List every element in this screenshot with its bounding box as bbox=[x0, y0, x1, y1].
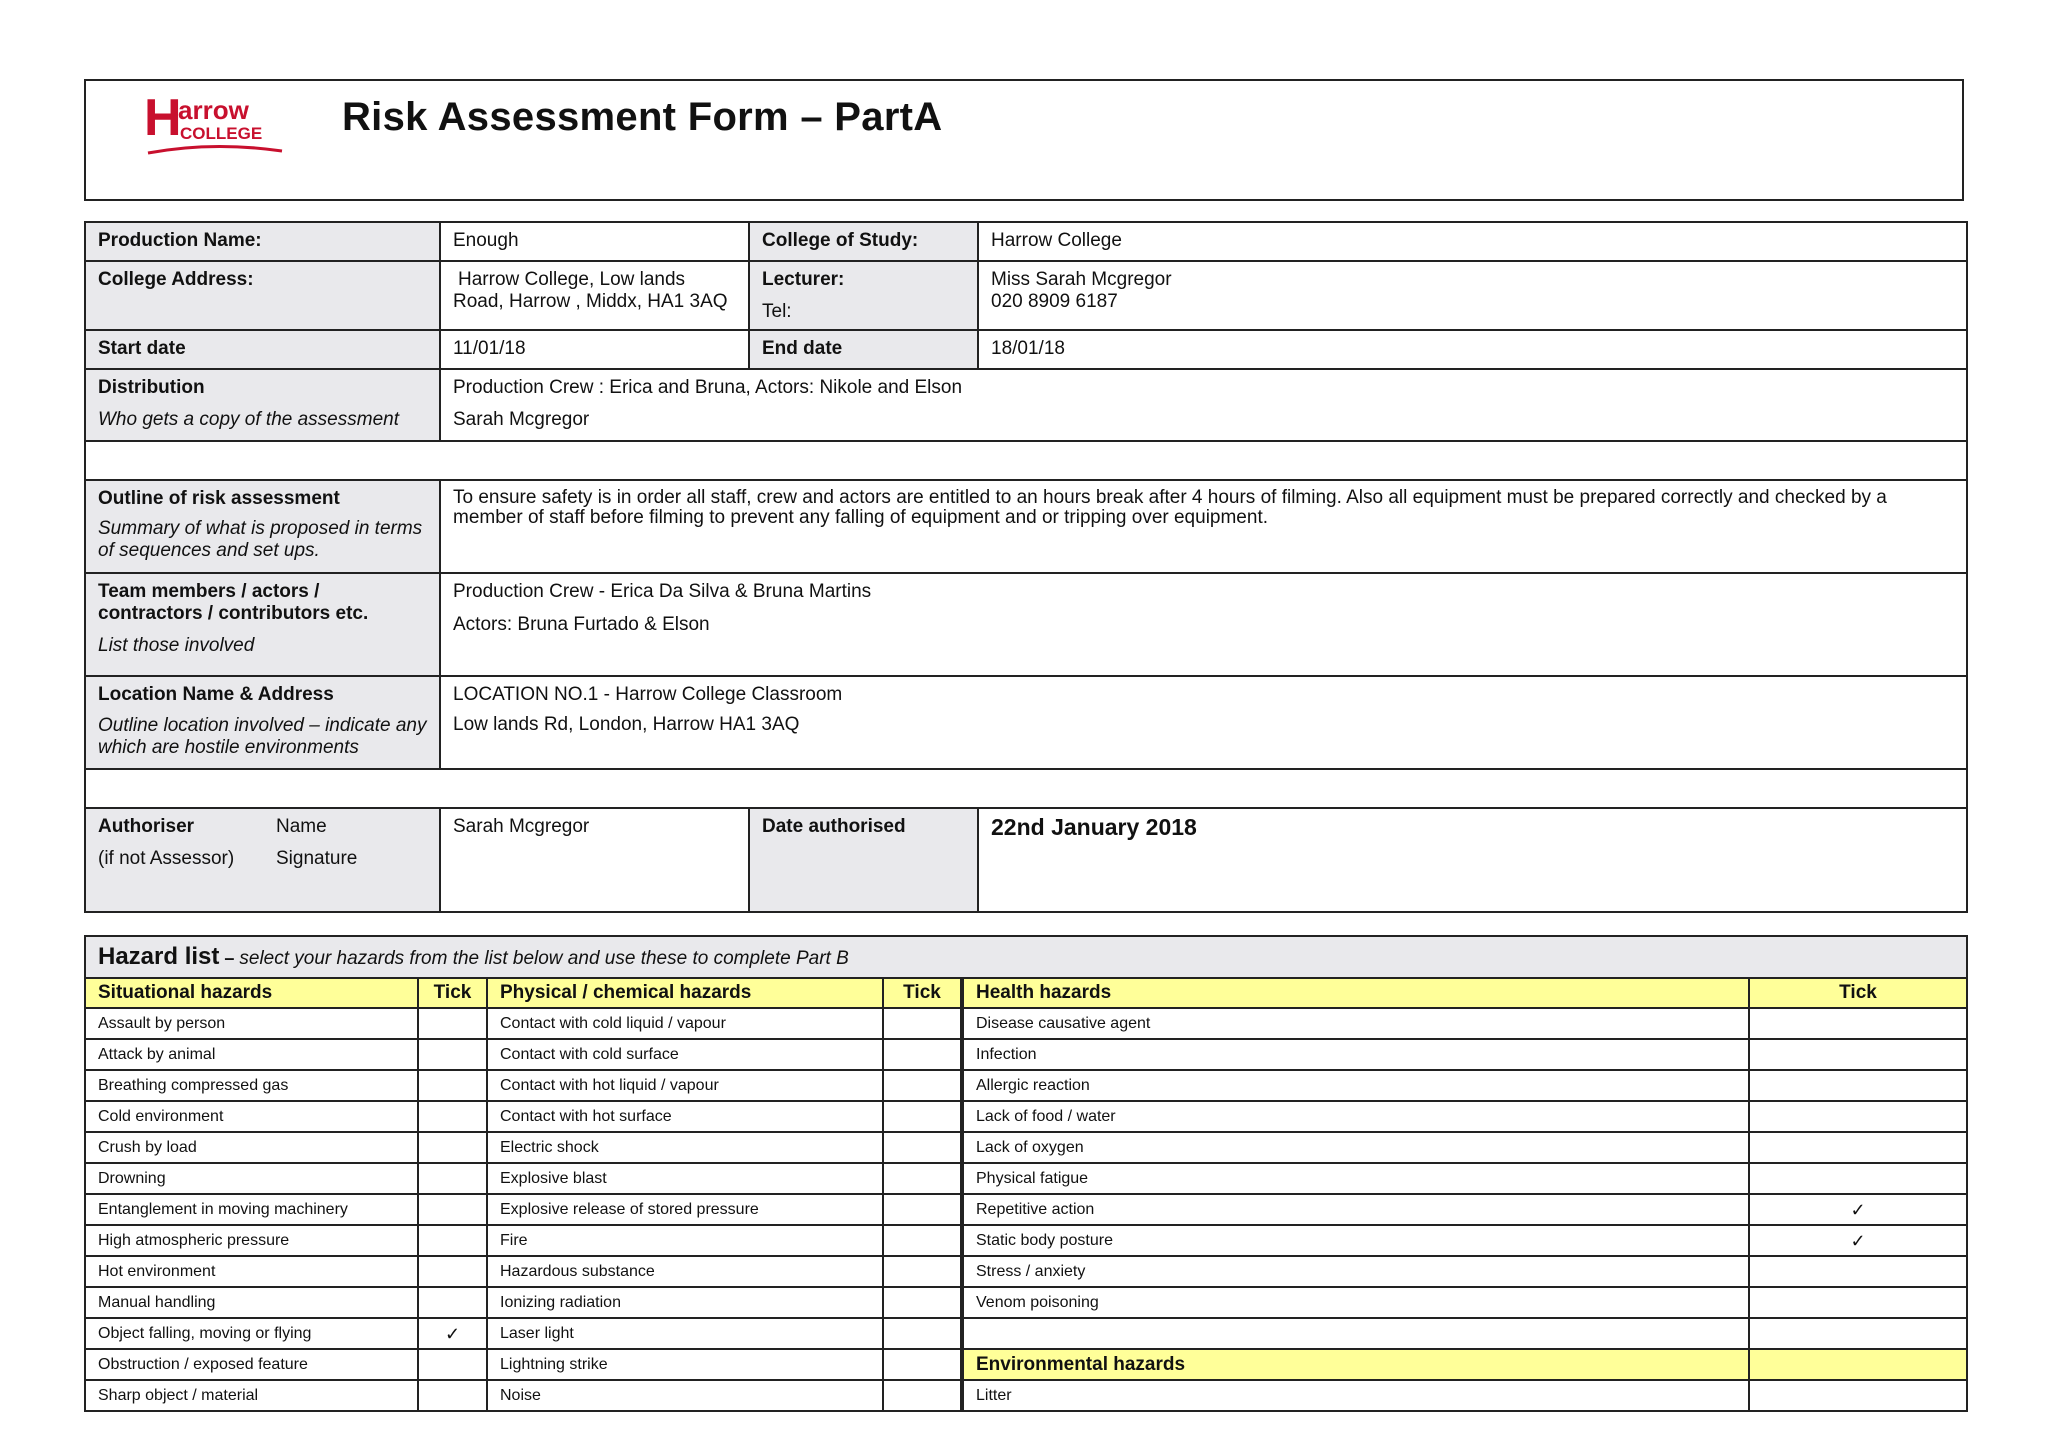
health-tick-cell[interactable] bbox=[1749, 1287, 1967, 1318]
authoriser-sub: (if not Assessor) bbox=[98, 848, 235, 869]
health-tick-cell[interactable] bbox=[1749, 1101, 1967, 1132]
hazard-table bbox=[84, 935, 1968, 1412]
date-authorised-label: Date authorised bbox=[749, 808, 978, 912]
situational-tick-cell[interactable] bbox=[418, 1287, 487, 1318]
health-tick-cell[interactable]: ✓ bbox=[1749, 1225, 1967, 1256]
page-title: Risk Assessment Form – PartA bbox=[342, 95, 943, 139]
physical-tick-cell[interactable] bbox=[883, 1225, 962, 1256]
signature-label: Signature bbox=[276, 848, 358, 869]
situational-tick-cell[interactable] bbox=[418, 1380, 487, 1411]
health-hazard: Stress / anxiety bbox=[962, 1256, 1749, 1287]
situational-tick-cell[interactable] bbox=[418, 1070, 487, 1101]
health-hazard: Repetitive action bbox=[962, 1194, 1749, 1225]
team-value bbox=[440, 573, 1967, 676]
distribution-sub: Who gets a copy of the assessment bbox=[98, 409, 399, 430]
tel-label: Tel: bbox=[762, 301, 792, 322]
hazard-list-title bbox=[85, 936, 1967, 978]
physical-tick-cell[interactable] bbox=[883, 1132, 962, 1163]
college-of-study-value: Harrow College bbox=[978, 222, 1967, 261]
situational-hazard: Manual handling bbox=[85, 1287, 418, 1318]
col-tick-physical: Tick bbox=[883, 978, 962, 1008]
harrow-college-logo bbox=[142, 89, 292, 165]
situational-hazard: Drowning bbox=[85, 1163, 418, 1194]
situational-tick-cell[interactable] bbox=[418, 1101, 487, 1132]
situational-hazard: Hot environment bbox=[85, 1256, 418, 1287]
hazard-row bbox=[85, 1318, 1967, 1349]
lecturer-value bbox=[978, 261, 1967, 330]
situational-tick-cell[interactable] bbox=[418, 1039, 487, 1070]
physical-hazard: Contact with hot liquid / vapour bbox=[487, 1070, 883, 1101]
team-label-cell bbox=[85, 573, 440, 676]
distribution-line2: Sarah Mcgregor bbox=[453, 409, 590, 430]
health-hazard: Infection bbox=[962, 1039, 1749, 1070]
health-tick-cell[interactable] bbox=[1749, 1163, 1967, 1194]
authoriser-label-cell bbox=[85, 808, 440, 912]
health-tick-cell[interactable] bbox=[1749, 1132, 1967, 1163]
situational-hazard: Sharp object / material bbox=[85, 1380, 418, 1411]
col-tick-situational: Tick bbox=[418, 978, 487, 1008]
distribution-label-cell bbox=[85, 369, 440, 441]
location-line2: Low lands Rd, London, Harrow HA1 3AQ bbox=[453, 714, 800, 735]
health-hazard: Lack of oxygen bbox=[962, 1132, 1749, 1163]
health-tick-cell[interactable] bbox=[1749, 1256, 1967, 1287]
hazard-row bbox=[85, 1070, 1967, 1101]
situational-tick-cell[interactable] bbox=[418, 1163, 487, 1194]
situational-hazard: High atmospheric pressure bbox=[85, 1225, 418, 1256]
college-of-study-label: College of Study: bbox=[749, 222, 978, 261]
health-tick-cell[interactable] bbox=[1749, 1070, 1967, 1101]
health-hazard: Venom poisoning bbox=[962, 1287, 1749, 1318]
hazard-row bbox=[85, 1163, 1967, 1194]
team-line2: Actors: Bruna Furtado & Elson bbox=[453, 614, 710, 635]
physical-hazard: Lightning strike bbox=[487, 1349, 883, 1380]
health-tick-cell[interactable] bbox=[1749, 1039, 1967, 1070]
health-tick-cell[interactable] bbox=[1749, 1318, 1967, 1349]
location-value bbox=[440, 676, 1967, 769]
situational-tick-cell[interactable]: ✓ bbox=[418, 1318, 487, 1349]
authoriser-label-group bbox=[98, 816, 276, 870]
physical-hazard: Hazardous substance bbox=[487, 1256, 883, 1287]
end-date-value: 18/01/18 bbox=[978, 330, 1967, 369]
physical-tick-cell[interactable] bbox=[883, 1256, 962, 1287]
physical-hazard: Contact with hot surface bbox=[487, 1101, 883, 1132]
situational-hazard: Crush by load bbox=[85, 1132, 418, 1163]
health-hazard: Allergic reaction bbox=[962, 1070, 1749, 1101]
production-name-label: Production Name: bbox=[85, 222, 440, 261]
physical-tick-cell[interactable] bbox=[883, 1380, 962, 1411]
date-authorised-cell bbox=[978, 808, 1967, 912]
college-address-line2: Road, Harrow , Middx, HA1 3AQ bbox=[453, 291, 728, 312]
hazard-row bbox=[85, 1132, 1967, 1163]
physical-tick-cell[interactable] bbox=[883, 1194, 962, 1225]
health-hazard: Disease causative agent bbox=[962, 1008, 1749, 1039]
hazard-row bbox=[85, 1287, 1967, 1318]
svg-text:H: H bbox=[144, 89, 182, 147]
situational-hazard: Object falling, moving or flying bbox=[85, 1318, 418, 1349]
team-sub: List those involved bbox=[98, 635, 255, 656]
situational-hazard: Assault by person bbox=[85, 1008, 418, 1039]
hazard-row bbox=[85, 1194, 1967, 1225]
outline-label: Outline of risk assessment bbox=[98, 488, 340, 509]
health-tick-cell[interactable]: ✓ bbox=[1749, 1194, 1967, 1225]
environmental-tick-header bbox=[1749, 1349, 1967, 1380]
health-hazard: Static body posture bbox=[962, 1225, 1749, 1256]
hazard-row bbox=[85, 1101, 1967, 1132]
col-health: Health hazards bbox=[962, 978, 1749, 1008]
spacer-row bbox=[85, 441, 1967, 480]
outline-label-cell bbox=[85, 480, 440, 573]
lecturer-tel: 020 8909 6187 bbox=[991, 291, 1118, 312]
physical-tick-cell[interactable] bbox=[883, 1163, 962, 1194]
col-situational: Situational hazards bbox=[85, 978, 418, 1008]
physical-hazard: Electric shock bbox=[487, 1132, 883, 1163]
team-label: Team members / actors / contractors / contributors etc. bbox=[98, 581, 369, 624]
hazard-row bbox=[85, 1008, 1967, 1039]
health-tick-cell[interactable] bbox=[1749, 1008, 1967, 1039]
hazard-row bbox=[85, 1349, 1967, 1380]
physical-hazard: Noise bbox=[487, 1380, 883, 1411]
physical-hazard: Explosive blast bbox=[487, 1163, 883, 1194]
college-address-line1: Harrow College, Low lands bbox=[458, 269, 686, 290]
hazard-row bbox=[85, 1380, 1967, 1411]
situational-tick-cell[interactable] bbox=[418, 1349, 487, 1380]
spacer-row bbox=[85, 769, 1967, 808]
svg-text:arrow: arrow bbox=[178, 95, 249, 125]
production-name-value: Enough bbox=[440, 222, 749, 261]
hazard-row bbox=[85, 1256, 1967, 1287]
physical-tick-cell[interactable] bbox=[883, 1287, 962, 1318]
situational-hazard: Entanglement in moving machinery bbox=[85, 1194, 418, 1225]
environmental-hazards-header: Environmental hazards bbox=[962, 1349, 1749, 1380]
location-label: Location Name & Address bbox=[98, 684, 334, 705]
outline-value: To ensure safety is in order all staff, crew and actors are entitled to an hours break after 4 hours of filming. Also all equipment must be prepared correctly and checked by a member of staff before filming to prevent any falling of equipment and or tripping over equipment. bbox=[440, 480, 1967, 573]
authoriser-label: Authoriser bbox=[98, 816, 195, 837]
college-address-value bbox=[440, 261, 749, 330]
lecturer-name: Miss Sarah Mcgregor bbox=[991, 269, 1172, 290]
physical-hazard: Explosive release of stored pressure bbox=[487, 1194, 883, 1225]
distribution-line1: Production Crew : Erica and Bruna, Actors: Nikole and Elson bbox=[453, 377, 963, 398]
hazard-list-heading: Hazard list bbox=[98, 943, 220, 970]
form-header bbox=[84, 79, 1964, 201]
distribution-value bbox=[440, 369, 1967, 441]
date-authorised-value: 22nd January 2018 bbox=[991, 814, 1197, 840]
health-tick-cell[interactable] bbox=[1749, 1380, 1967, 1411]
name-label: Name bbox=[276, 816, 327, 837]
situational-tick-cell[interactable] bbox=[418, 1225, 487, 1256]
name-signature-group bbox=[276, 816, 357, 870]
physical-tick-cell[interactable] bbox=[883, 1318, 962, 1349]
hazard-list-dash: – bbox=[219, 948, 240, 968]
situational-hazard: Breathing compressed gas bbox=[85, 1070, 418, 1101]
situational-tick-cell[interactable] bbox=[418, 1256, 487, 1287]
college-address-label: College Address: bbox=[85, 261, 440, 330]
location-line1: LOCATION NO.1 - Harrow College Classroom bbox=[453, 684, 843, 705]
physical-tick-cell[interactable] bbox=[883, 1008, 962, 1039]
physical-hazard: Contact with cold surface bbox=[487, 1039, 883, 1070]
svg-text:COLLEGE: COLLEGE bbox=[180, 124, 263, 143]
lecturer-label-cell bbox=[749, 261, 978, 330]
location-label-cell bbox=[85, 676, 440, 769]
team-line1: Production Crew - Erica Da Silva & Bruna Martins bbox=[453, 581, 872, 602]
health-hazard: Physical fatigue bbox=[962, 1163, 1749, 1194]
col-physical: Physical / chemical hazards bbox=[487, 978, 883, 1008]
situational-tick-cell[interactable] bbox=[418, 1008, 487, 1039]
situational-hazard: Attack by animal bbox=[85, 1039, 418, 1070]
hazard-list-subtitle: select your hazards from the list below and use these to complete Part B bbox=[239, 948, 849, 969]
physical-hazard: Contact with cold liquid / vapour bbox=[487, 1008, 883, 1039]
physical-hazard: Laser light bbox=[487, 1318, 883, 1349]
lecturer-label: Lecturer: bbox=[762, 269, 845, 290]
authoriser-name-value: Sarah Mcgregor bbox=[440, 808, 749, 912]
hazard-row bbox=[85, 1039, 1967, 1070]
outline-sub: Summary of what is proposed in terms of sequences and set ups. bbox=[98, 518, 423, 561]
physical-hazard: Fire bbox=[487, 1225, 883, 1256]
col-tick-health: Tick bbox=[1749, 978, 1967, 1008]
situational-tick-cell[interactable] bbox=[418, 1194, 487, 1225]
start-date-label: Start date bbox=[85, 330, 440, 369]
end-date-label: End date bbox=[749, 330, 978, 369]
health-hazard: Lack of food / water bbox=[962, 1101, 1749, 1132]
hazard-rows bbox=[85, 1008, 1967, 1411]
situational-hazard: Cold environment bbox=[85, 1101, 418, 1132]
physical-hazard: Ionizing radiation bbox=[487, 1287, 883, 1318]
health-hazard: Litter bbox=[962, 1380, 1749, 1411]
physical-tick-cell[interactable] bbox=[883, 1070, 962, 1101]
distribution-label: Distribution bbox=[98, 377, 205, 398]
start-date-value: 11/01/18 bbox=[440, 330, 749, 369]
physical-tick-cell[interactable] bbox=[883, 1349, 962, 1380]
situational-tick-cell[interactable] bbox=[418, 1132, 487, 1163]
location-sub: Outline location involved – indicate any which are hostile environments bbox=[98, 715, 427, 758]
situational-hazard: Obstruction / exposed feature bbox=[85, 1349, 418, 1380]
physical-tick-cell[interactable] bbox=[883, 1039, 962, 1070]
info-table bbox=[84, 221, 1968, 913]
hazard-row bbox=[85, 1225, 1967, 1256]
health-hazard bbox=[962, 1318, 1749, 1349]
physical-tick-cell[interactable] bbox=[883, 1101, 962, 1132]
